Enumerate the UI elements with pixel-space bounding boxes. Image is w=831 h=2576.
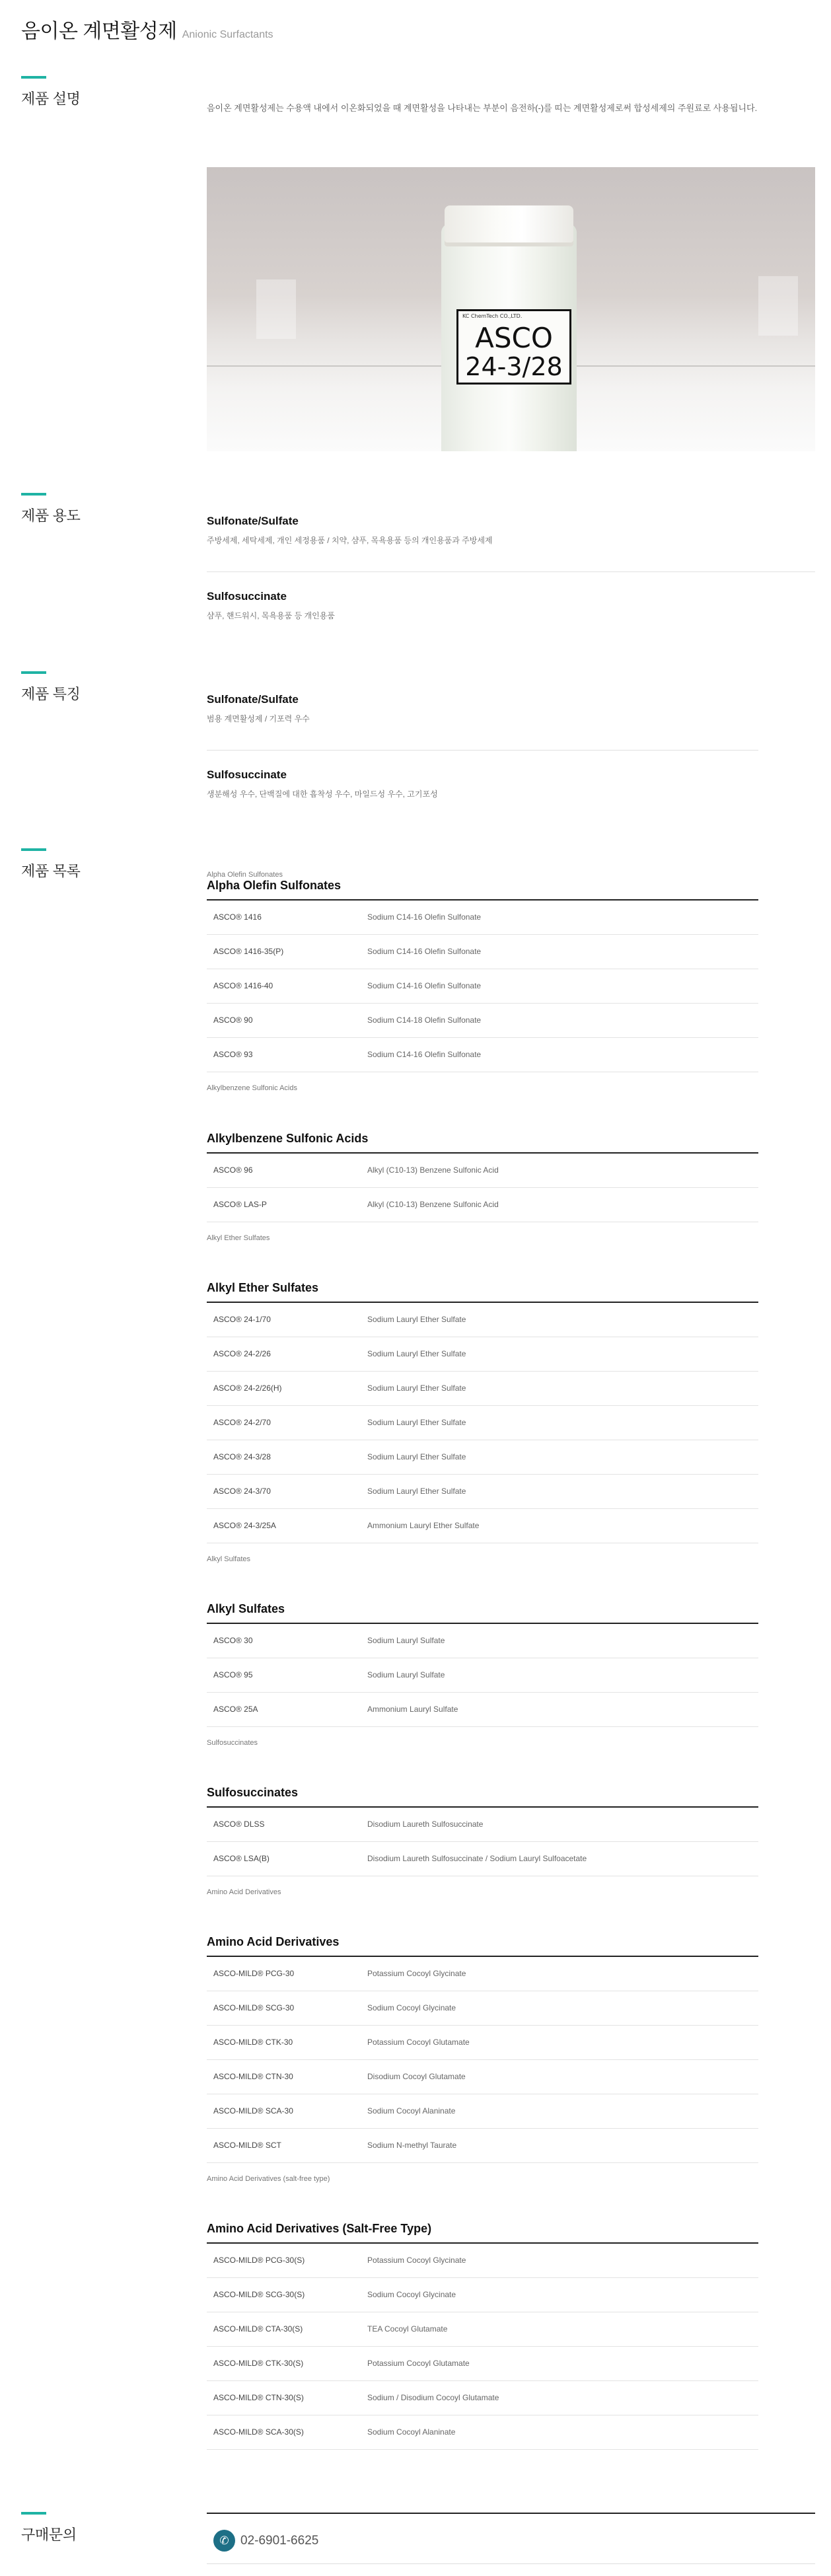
- table-row: [207, 1372, 758, 1406]
- section-label: [21, 848, 81, 881]
- product-inci-name: Sodium Lauryl Sulfate: [367, 1670, 445, 1679]
- table-row: [207, 2381, 758, 2415]
- table-row: [207, 1957, 758, 1991]
- table-row: [207, 1658, 758, 1693]
- table-row: [207, 2415, 758, 2450]
- section-label-text: 제품 용도: [21, 507, 81, 524]
- product-inci-name: Sodium Lauryl Sulfate: [367, 1636, 445, 1645]
- product-code: ASCO® 93: [213, 1050, 253, 1059]
- table-row: [207, 2026, 758, 2060]
- table-row: [207, 2094, 758, 2129]
- product-code: ASCO® 95: [213, 1670, 253, 1679]
- table-row: [207, 1509, 758, 1543]
- product-inci-name: Disodium Laureth Sulfosuccinate: [367, 1820, 484, 1829]
- product-inci-name: Disodium Laureth Sulfosuccinate / Sodium Lauryl Sulfoacetate: [367, 1854, 587, 1863]
- product-code: ASCO® 24-2/26: [213, 1349, 271, 1358]
- table-row: [207, 901, 758, 935]
- accent-bar: [21, 76, 46, 79]
- product-inci-name: Sodium N-methyl Taurate: [367, 2141, 457, 2150]
- product-code: ASCO® 1416: [213, 912, 262, 922]
- category-caption: Sulfosuccinates: [207, 1739, 258, 1747]
- product-inci-name: Sodium Cocoyl Alaninate: [367, 2427, 456, 2437]
- phone-number[interactable]: 02-6901-6625: [240, 2534, 319, 2548]
- product-code: ASCO-MILD® PCG-30: [213, 1969, 295, 1978]
- section-label-text: 제품 특징: [21, 686, 81, 702]
- product-code: ASCO-MILD® SCG-30(S): [213, 2290, 305, 2299]
- category-caption: Alkylbenzene Sulfonic Acids: [207, 1084, 297, 1092]
- product-code: ASCO-MILD® SCA-30(S): [213, 2427, 304, 2437]
- product-code: ASCO-MILD® SCT: [213, 2141, 281, 2150]
- product-inci-name: Alkyl (C10-13) Benzene Sulfonic Acid: [367, 1165, 499, 1175]
- accent-bar: [21, 493, 46, 496]
- product-code: ASCO-MILD® CTA-30(S): [213, 2324, 303, 2334]
- category-caption: Alkyl Ether Sulfates: [207, 1234, 270, 1242]
- product-code: ASCO-MILD® CTK-30(S): [213, 2359, 304, 2368]
- table-row: [207, 1337, 758, 1372]
- product-code: ASCO® 1416-40: [213, 981, 273, 990]
- product-code: ASCO® 24-1/70: [213, 1315, 271, 1324]
- product-code: ASCO® DLSS: [213, 1820, 265, 1829]
- product-inci-name: Sodium Lauryl Ether Sulfate: [367, 1487, 466, 1496]
- divider: [207, 750, 758, 751]
- catalog-category: [207, 1132, 758, 1242]
- product-inci-name: Sodium C14-18 Olefin Sulfonate: [367, 1015, 482, 1025]
- product-inci-name: Sodium Lauryl Ether Sulfate: [367, 1349, 466, 1358]
- product-code: ASCO-MILD® CTN-30: [213, 2072, 293, 2081]
- product-code: ASCO-MILD® CTK-30: [213, 2038, 293, 2047]
- table-row: [207, 2244, 758, 2278]
- product-code: ASCO® 25A: [213, 1705, 258, 1714]
- catalog-category: [207, 1602, 758, 1747]
- feature-item-text: 범용 계면활성제 / 기포력 우수: [207, 714, 310, 723]
- bottle-label-brand: ASCO: [475, 322, 553, 354]
- use-item-title: Sulfonate/Sulfate: [207, 515, 299, 527]
- accent-bar: [21, 671, 46, 674]
- product-inci-name: Sodium C14-16 Olefin Sulfonate: [367, 947, 482, 956]
- bottle-label: [456, 309, 571, 385]
- catalog-body: [207, 871, 758, 2483]
- product-inci-name: Potassium Cocoyl Glycinate: [367, 2256, 466, 2265]
- page-title: [21, 15, 273, 44]
- product-inci-name: Sodium Lauryl Ether Sulfate: [367, 1452, 466, 1461]
- use-item: [207, 590, 775, 621]
- product-code: ASCO® 24-2/70: [213, 1418, 271, 1427]
- section-label: [21, 671, 81, 704]
- catalog-category: [207, 1786, 758, 1896]
- feature-item-title: Sulfosuccinate: [207, 768, 287, 781]
- table-row: [207, 1154, 758, 1188]
- category-heading: Sulfosuccinates: [207, 1786, 299, 1799]
- product-inci-name: Sodium C14-16 Olefin Sulfonate: [367, 981, 482, 990]
- feature-item: [207, 693, 758, 724]
- table-row: [207, 1991, 758, 2026]
- product-code: ASCO® 24-3/70: [213, 1487, 271, 1496]
- table-row: [207, 1693, 758, 1727]
- table-row: [207, 2060, 758, 2094]
- category-heading: Amino Acid Derivatives: [207, 1935, 340, 1948]
- product-inci-name: Potassium Cocoyl Glutamate: [367, 2359, 470, 2368]
- product-inci-name: Alkyl (C10-13) Benzene Sulfonic Acid: [367, 1200, 499, 1209]
- catalog-category: [207, 2222, 758, 2450]
- table-row: [207, 1475, 758, 1509]
- product-code: ASCO® 1416-35(P): [213, 947, 284, 956]
- catalog-category: [207, 1935, 758, 2183]
- features-body: [207, 693, 758, 799]
- product-inci-name: Sodium C14-16 Olefin Sulfonate: [367, 1050, 482, 1059]
- product-code: ASCO-MILD® SCG-30: [213, 2003, 295, 2012]
- product-code: ASCO-MILD® PCG-30(S): [213, 2256, 305, 2265]
- category-caption: Amino Acid Derivatives (salt-free type): [207, 2175, 330, 2183]
- use-item: [207, 515, 815, 546]
- table-row: [207, 1303, 758, 1337]
- category-heading: Amino Acid Derivatives (Salt-Free Type): [207, 2222, 432, 2235]
- phone-icon: ✆: [213, 2530, 235, 2552]
- table-row: [207, 935, 758, 969]
- product-inci-name: Sodium C14-16 Olefin Sulfonate: [367, 912, 482, 922]
- category-caption: Alkyl Sulfates: [207, 1555, 251, 1563]
- product-code: ASCO® 24-2/26(H): [213, 1383, 282, 1393]
- product-inci-name: Sodium Lauryl Ether Sulfate: [367, 1383, 466, 1393]
- table-row: [207, 1038, 758, 1072]
- category-heading: Alkyl Sulfates: [207, 1602, 285, 1615]
- product-inci-name: Sodium Lauryl Ether Sulfate: [367, 1315, 466, 1324]
- table-row: [207, 1188, 758, 1222]
- product-code: ASCO-MILD® SCA-30: [213, 2106, 293, 2116]
- product-inci-name: Ammonium Lauryl Sulfate: [367, 1705, 458, 1714]
- category-caption: Alpha Olefin Sulfonates: [207, 871, 283, 879]
- product-inci-name: Sodium Cocoyl Alaninate: [367, 2106, 456, 2116]
- category-heading: Alkyl Ether Sulfates: [207, 1281, 319, 1294]
- section-label: [21, 493, 81, 525]
- section-label-text: 구매문의: [21, 2526, 77, 2543]
- feature-item: [207, 768, 775, 799]
- product-code: ASCO® 30: [213, 1636, 253, 1645]
- product-code: ASCO® 24-3/25A: [213, 1521, 276, 1530]
- product-code: ASCO® 90: [213, 1015, 253, 1025]
- product-inci-name: Sodium Cocoyl Glycinate: [367, 2290, 456, 2299]
- product-code: ASCO® LAS-P: [213, 1200, 267, 1209]
- table-row: [207, 1842, 758, 1876]
- product-inci-name: TEA Cocoyl Glutamate: [367, 2324, 448, 2334]
- table-row: [207, 1440, 758, 1475]
- table-row: [207, 1004, 758, 1038]
- description-text: 음이온 계면활성제는 수용액 내에서 이온화되었을 때 계면활성을 나타내는 부분이 음전하(-)를 띠는 계면활성제로써 합성세제의 주원료로 사용됩니다.: [207, 103, 758, 113]
- use-item-text: 주방세제, 세탁세제, 개인 세정용품 / 치약, 샴푸, 목욕용품 등의 개인용품과 주방세제: [207, 536, 493, 545]
- table-row: [207, 2278, 758, 2312]
- section-label: [21, 2512, 77, 2544]
- contact-top-rule: [207, 2513, 815, 2514]
- catalog-category: [207, 871, 758, 1092]
- product-inci-name: Potassium Cocoyl Glycinate: [367, 1969, 466, 1978]
- product-code: ASCO® LSA(B): [213, 1854, 270, 1863]
- table-row: [207, 1808, 758, 1842]
- page-title-en: Anionic Surfactants: [182, 29, 273, 40]
- page-title-ko: 음이온 계면활성제: [21, 20, 177, 42]
- product-photo: [207, 167, 815, 451]
- product-code: ASCO® 96: [213, 1165, 253, 1175]
- product-inci-name: Ammonium Lauryl Ether Sulfate: [367, 1521, 480, 1530]
- catalog-category: [207, 1281, 758, 1563]
- feature-item-text: 생분해성 우수, 단백질에 대한 흡착성 우수, 마일드성 우수, 고기포성: [207, 790, 438, 799]
- product-inci-name: Potassium Cocoyl Glutamate: [367, 2038, 470, 2047]
- description-body: [207, 100, 758, 117]
- category-heading: Alkylbenzene Sulfonic Acids: [207, 1132, 369, 1145]
- table-row: [207, 1406, 758, 1440]
- accent-bar: [21, 848, 46, 851]
- photo-background-blur: [758, 276, 798, 336]
- contact-bottom-rule: [207, 2563, 815, 2564]
- table-row: [207, 2347, 758, 2381]
- use-item-text: 샴푸, 핸드워시, 목욕용품 등 개인용품: [207, 611, 335, 620]
- product-inci-name: Sodium / Disodium Cocoyl Glutamate: [367, 2393, 499, 2402]
- use-item-title: Sulfosuccinate: [207, 590, 287, 603]
- table-row: [207, 969, 758, 1004]
- product-inci-name: Disodium Cocoyl Glutamate: [367, 2072, 466, 2081]
- category-caption: Amino Acid Derivatives: [207, 1888, 281, 1896]
- section-label-text: 제품 목록: [21, 863, 81, 879]
- feature-item-title: Sulfonate/Sulfate: [207, 693, 299, 706]
- section-label: [21, 76, 81, 108]
- category-heading: Alpha Olefin Sulfonates: [207, 879, 342, 892]
- photo-background-blur: [256, 279, 296, 339]
- accent-bar: [21, 2512, 46, 2515]
- bottle-label-company: KC ChemTech CO.,LTD.: [462, 313, 523, 319]
- divider: [207, 571, 815, 572]
- product-inci-name: Sodium Lauryl Ether Sulfate: [367, 1418, 466, 1427]
- table-row: [207, 1624, 758, 1658]
- product-code: ASCO® 24-3/28: [213, 1452, 271, 1461]
- table-row: [207, 2312, 758, 2347]
- product-code: ASCO-MILD® CTN-30(S): [213, 2393, 304, 2402]
- table-row: [207, 2129, 758, 2163]
- bottle-cap: [445, 205, 573, 246]
- uses-body: [207, 515, 815, 621]
- bottle-label-code: 24-3/28: [465, 352, 563, 381]
- product-inci-name: Sodium Cocoyl Glycinate: [367, 2003, 456, 2012]
- section-label-text: 제품 설명: [21, 91, 81, 107]
